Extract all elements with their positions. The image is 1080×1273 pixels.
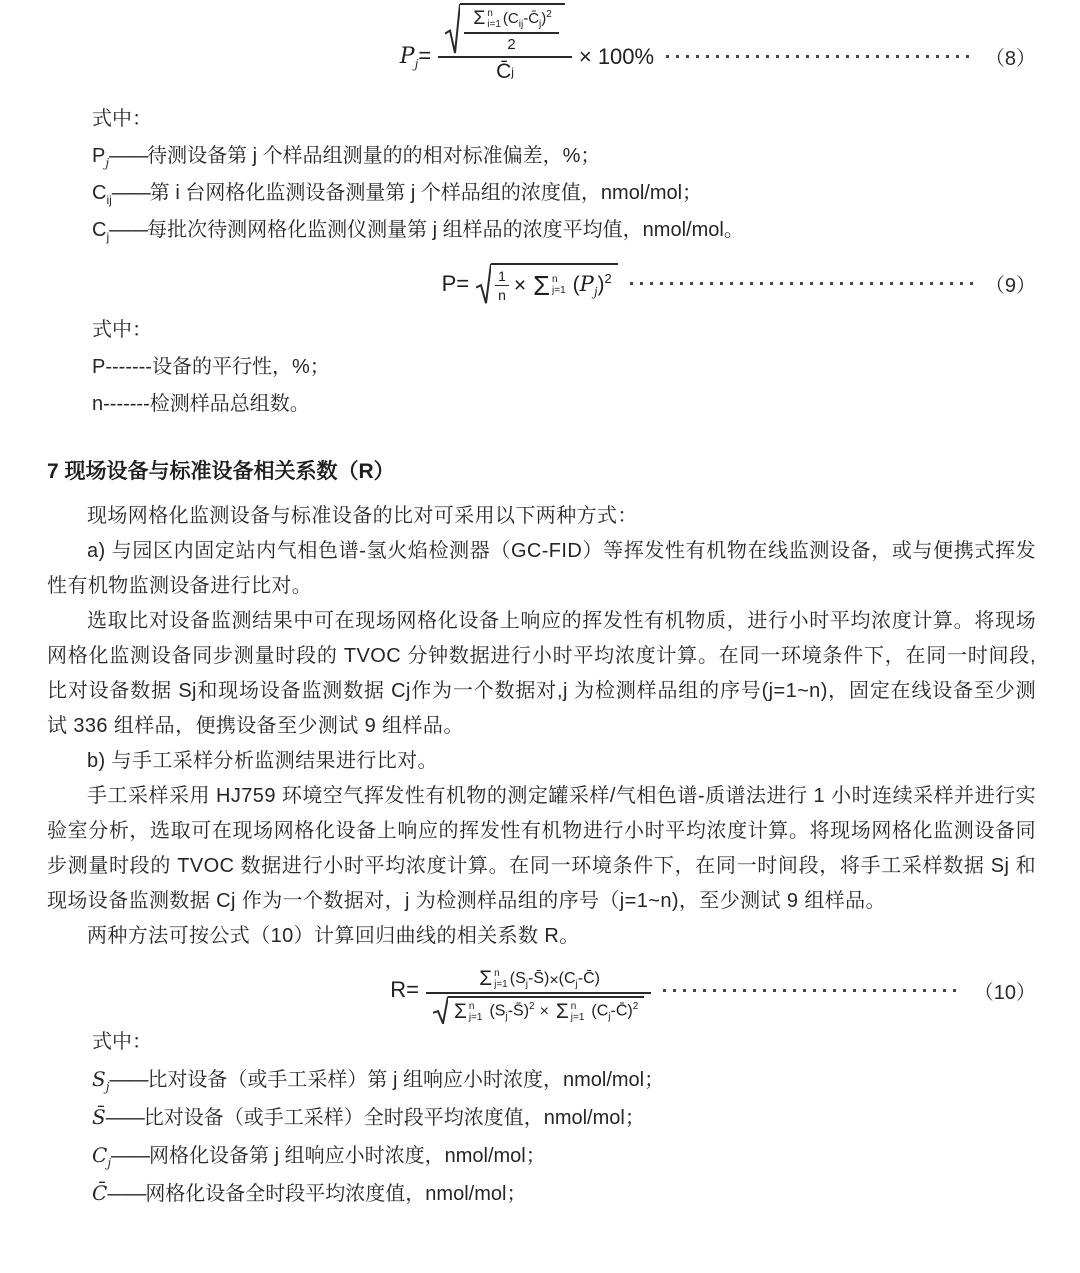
sub-j: j — [511, 65, 514, 79]
definition-dash: —— — [105, 1107, 144, 1129]
exponent-2: 2 — [632, 1000, 639, 1012]
section-7-paragraph-b: 手工采样采用 HJ759 环境空气挥发性有机物的测定罐采样/气相色谱-质谱法进行 1 小时连续采样并进行实验室分析，选取可在现场网格化设备上响应的挥发性有机物进行小时平均浓度计算。将现场网格化监测设备同步测量时段的 TVOC 数据进行小时平均浓度计算。在同一环境条件下，在同一时间段，将手工采样数据 Sj 和现场设备监测数据 Cj 作为一个数据对，j 为检测样品组的序号（j=1~n)，至少测试 9 组样品。 — [47, 785, 1036, 912]
radical — [476, 263, 618, 304]
times-sign: × — [549, 972, 559, 989]
var-Cbar: C̄ — [496, 60, 512, 83]
sub-j: j — [525, 979, 528, 990]
equation-8-number: （8） — [984, 48, 1036, 70]
section-7-paragraph-c: 两种方法可按公式（10）计算回归曲线的相关系数 R。 — [87, 925, 580, 947]
sum-lower: i=1 — [487, 19, 501, 30]
equation-8-fraction — [438, 3, 572, 84]
definition-dash: —— — [109, 219, 148, 241]
sub-j: j — [107, 1156, 112, 1170]
var-S: S — [92, 1067, 106, 1091]
equals-sign: = — [456, 270, 470, 296]
sum-lower: j=1 — [552, 285, 566, 297]
sub-j: j — [575, 979, 578, 990]
exponent-2: 2 — [529, 1000, 535, 1012]
definition-text: 网格化设备全时段平均浓度值，nmol/mol； — [145, 1183, 527, 1205]
dotted-leader — [666, 55, 973, 58]
equation-9-body — [442, 263, 618, 304]
times-100pct — [579, 44, 654, 70]
term-symbol — [92, 1105, 106, 1129]
term-C-squared — [591, 1002, 638, 1023]
minus-sign: - — [523, 10, 529, 27]
var-C: C — [92, 219, 107, 241]
sigma-symbol: Σ — [473, 7, 486, 30]
definition-text: 设备的平行性，%； — [151, 356, 330, 378]
sub-j: j — [105, 1080, 110, 1094]
equation-10-numerator — [470, 968, 607, 992]
sigma-symbol: Σ — [533, 269, 551, 301]
var-Sbar: S̄ — [92, 1105, 106, 1129]
var-C: C — [92, 1143, 108, 1167]
summation — [556, 1001, 584, 1023]
sum-limits — [469, 1001, 483, 1023]
definition-dash: —— — [111, 1145, 150, 1167]
radical-sign-icon — [433, 996, 448, 1024]
definition-text: 每批次待测网格化监测仪测量第 j 组样品的浓度平均值，nmol/mol。 — [147, 219, 744, 241]
var-R: R — [390, 977, 407, 1002]
squared-term — [573, 272, 612, 298]
times-sign: × — [513, 273, 527, 297]
var-Cbar: C̄ — [528, 10, 540, 27]
sum-lower: j=1 — [570, 1012, 585, 1023]
term-symbol — [92, 219, 110, 244]
equation-8-lhs — [400, 43, 431, 70]
sigma-symbol: Σ — [453, 999, 467, 1023]
equation-9-number: （9） — [984, 275, 1036, 297]
var-C: C — [92, 182, 107, 204]
sub-j: j — [593, 285, 598, 300]
equation-10-lhs — [390, 977, 419, 1003]
sum-upper: n — [494, 968, 500, 979]
sigma-symbol: Σ — [555, 999, 569, 1023]
definition-item — [92, 1175, 1036, 1213]
paren-open: ( — [502, 10, 508, 27]
definition-item — [92, 349, 1036, 386]
sum-limits — [571, 1001, 585, 1023]
dotted-leader — [630, 282, 973, 285]
definition-text: 待测设备第 j 个样品组测量的的相对标准偏差，%； — [147, 145, 601, 167]
radicand — [460, 3, 565, 54]
radical — [445, 3, 565, 54]
term-S-squared — [489, 1002, 534, 1023]
summation — [454, 1001, 482, 1023]
dotted-leader — [663, 989, 961, 992]
term-symbol — [92, 1067, 110, 1094]
sub-ij: ij — [106, 193, 112, 207]
where-clause-10 — [47, 1024, 1036, 1213]
numerator-1: 1 — [498, 268, 506, 284]
where-label: 式中： — [92, 319, 152, 341]
minus-Cbar: -C̄) — [610, 1002, 633, 1020]
equation-10-denominator — [426, 992, 651, 1024]
var-n: n — [92, 393, 104, 415]
summation — [533, 269, 566, 301]
equation-10 — [47, 962, 1036, 1023]
term-symbol — [92, 1143, 112, 1170]
times-sign: × — [539, 1003, 549, 1020]
sub-j: j — [608, 1011, 611, 1023]
definition-text: 比对设备（或手工采样）全时段平均浓度值，nmol/mol； — [143, 1107, 645, 1129]
radical-sign-icon — [445, 3, 460, 54]
sub-ij: ij — [518, 19, 524, 30]
paren-C-open: (C — [591, 1002, 609, 1020]
squared-term — [503, 10, 552, 30]
sub-j: j — [106, 230, 110, 244]
definition-text: 检测样品总组数。 — [149, 393, 310, 415]
definition-dash: ------- — [103, 393, 150, 415]
definition-dash: —— — [107, 1183, 146, 1205]
definition-text: 比对设备（或手工采样）第 j 组响应小时浓度，nmol/mol； — [147, 1069, 665, 1091]
definition-dash: —— — [111, 182, 150, 204]
paren-S-open: (S — [489, 1002, 506, 1020]
definition-dash: —— — [109, 145, 148, 167]
where-clause-8 — [47, 101, 1036, 249]
minus-Cbar: -C̄) — [577, 969, 600, 987]
section-7-intro: 现场网格化监测设备与标准设备的比对可采用以下两种方式： — [87, 505, 638, 527]
section-7-paragraph-a: 选取比对设备监测结果中可在现场网格化设备上响应的挥发性有机物质，进行小时平均浓度计算。将现场网格化监测设备同步测量时段的 TVOC 分钟数据进行小时平均浓度计算。在同一环境条件下，在同一时间段,比对设备数据 Sj和现场设备监测数据 Cj作为一个数据对,j 为检测样品组的序号(j=1~n)，固定在线设备至少测试 336 组样品，便携设备至少测试 9 组样品。 — [47, 610, 1036, 737]
minus-Sbar: -S̄) — [507, 1002, 530, 1020]
section-7-item-b: b) 与手工采样分析监测结果进行比对。 — [87, 750, 438, 772]
where-label: 式中： — [92, 108, 152, 130]
paren-S-open: (S — [509, 969, 526, 987]
equation-8-body — [399, 7, 655, 97]
definition-item — [92, 212, 1036, 249]
definition-item — [92, 1061, 1036, 1099]
var-P: P — [399, 43, 415, 69]
definition-item — [92, 1099, 1036, 1137]
equation-10-number: （10） — [973, 981, 1036, 1004]
paren-open: ( — [572, 273, 580, 297]
sum-limits — [487, 8, 501, 30]
sum-limits — [494, 968, 508, 990]
summation — [479, 968, 507, 990]
sum-lower: j=1 — [494, 979, 508, 990]
value-100pct: 100% — [597, 43, 655, 69]
term-symbol — [92, 1181, 107, 1205]
sub-j: j — [539, 19, 542, 30]
var-P: P — [92, 145, 106, 167]
minus-Sbar: -S̄) — [527, 969, 550, 987]
var-P: P — [441, 270, 457, 296]
definition-dash: —— — [109, 1069, 148, 1091]
inner-numerator — [464, 8, 559, 32]
var-P: P — [579, 272, 594, 297]
var-P: P — [92, 356, 106, 378]
definition-item — [92, 386, 1036, 423]
radical-sign-icon — [476, 263, 491, 304]
sum-upper: n — [468, 1001, 475, 1012]
term-S — [510, 970, 550, 990]
paren-close: ) — [541, 10, 547, 27]
term-C — [559, 970, 600, 990]
equals-sign: = — [406, 977, 419, 1002]
sum-upper: n — [570, 1001, 577, 1012]
definition-dash: ------- — [105, 356, 152, 378]
times-sign: × — [578, 43, 592, 69]
where-label: 式中： — [92, 1031, 152, 1053]
definition-item — [92, 138, 1036, 175]
sum-upper: n — [552, 274, 558, 286]
summation — [473, 8, 501, 30]
radicand — [491, 263, 618, 304]
var-C: C — [507, 10, 519, 27]
equation-10-fraction — [426, 968, 651, 1024]
definition-item — [92, 1137, 1036, 1175]
sub-j: j — [505, 1011, 508, 1023]
sum-limits — [552, 274, 566, 296]
radical — [433, 996, 644, 1024]
radicand — [448, 996, 644, 1024]
term-symbol — [92, 182, 112, 207]
inner-denominator: 2 — [464, 32, 559, 53]
definition-text: 第 i 台网格化监测设备测量第 j 个样品组的浓度值，nmol/mol； — [149, 182, 703, 204]
one-over-n — [495, 268, 509, 303]
equation-8-denominator — [438, 56, 572, 84]
exponent-2: 2 — [604, 271, 612, 287]
equation-9-lhs — [442, 271, 470, 297]
exponent-2: 2 — [546, 9, 552, 20]
paren-close: ) — [597, 273, 605, 297]
equation-8-numerator — [438, 3, 572, 56]
section-7-heading: 7 现场设备与标准设备相关系数（R） — [47, 460, 395, 483]
equation-8 — [47, 7, 1036, 97]
sum-upper: n — [487, 8, 493, 19]
equation-9 — [47, 263, 1036, 304]
section-7-item-a: a) 与园区内固定站内气相色谱-氢火焰检测器（GC-FID）等挥发性有机物在线监测设备，或与便携式挥发性有机物监测设备进行比对。 — [47, 540, 1036, 597]
sigma-symbol: Σ — [479, 966, 493, 990]
paren-C-open: (C — [558, 969, 576, 987]
definition-item — [92, 175, 1036, 212]
equation-10-body — [390, 962, 651, 1023]
sub-j: j — [105, 156, 110, 170]
definition-text: 网格化设备第 j 组响应小时浓度，nmol/mol； — [149, 1145, 546, 1167]
inner-fraction — [464, 8, 559, 53]
term-symbol — [92, 145, 110, 170]
var-Cbar: C̄ — [92, 1181, 108, 1205]
sub-j: j — [414, 57, 419, 72]
denominator-n: n — [495, 285, 509, 303]
equals-sign: = — [418, 42, 432, 68]
where-clause-9 — [47, 312, 1036, 423]
sum-lower: j=1 — [468, 1012, 483, 1023]
